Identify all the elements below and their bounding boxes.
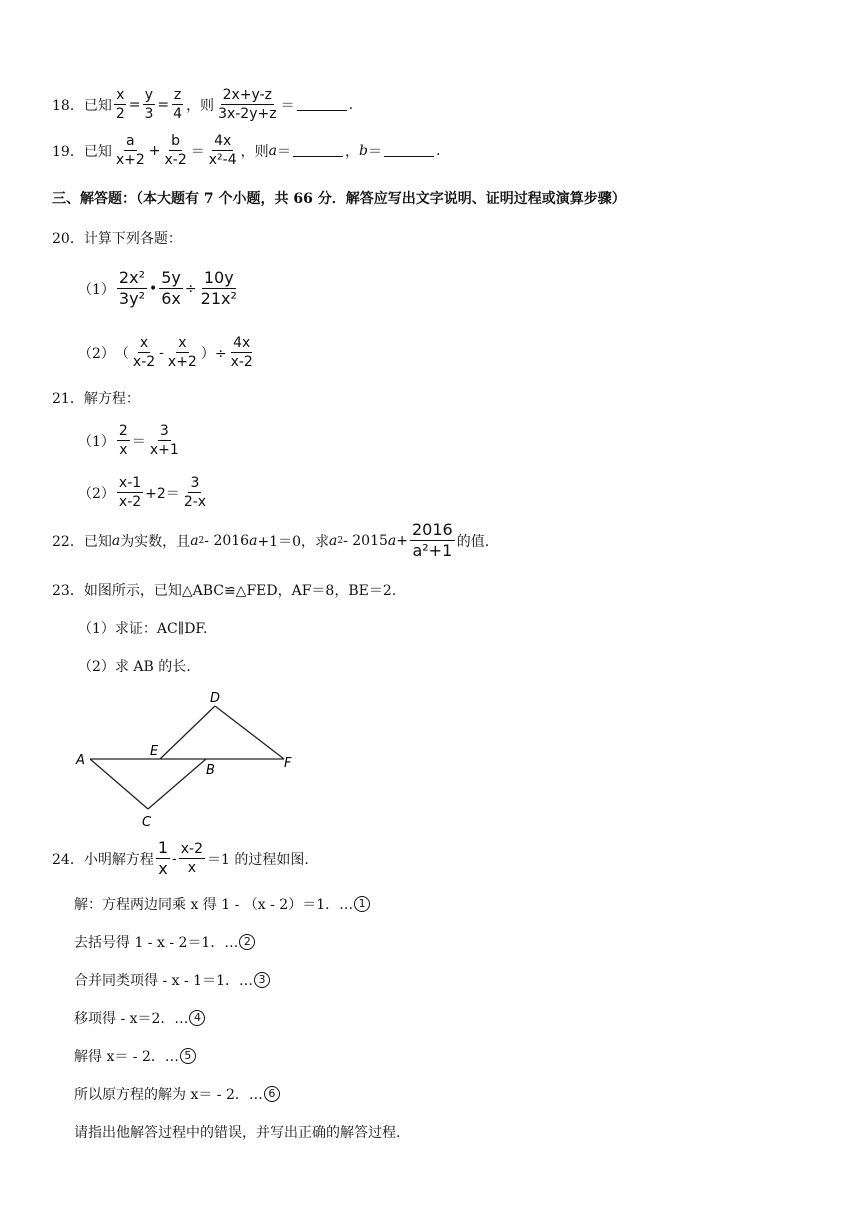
answer-blank[interactable] (297, 98, 347, 111)
fraction (117, 268, 147, 309)
numerator: 10y (203, 268, 234, 287)
q22-text: 为实数，且 (120, 533, 191, 550)
numerator: 4x (233, 335, 251, 351)
fraction (171, 86, 184, 123)
right-paren-divide: ）÷ (200, 345, 227, 362)
question-20-title: 20．计算下列各题： (52, 231, 182, 247)
fraction (117, 474, 143, 511)
minus-sign: - (159, 344, 164, 361)
variable-a: a (268, 142, 277, 159)
exponent: 2 (337, 535, 344, 546)
fraction (114, 86, 127, 123)
question-number: 22． (52, 533, 84, 550)
fraction (410, 520, 455, 561)
denominator: x (158, 859, 168, 878)
part-label: （1） (78, 433, 115, 450)
question-24-ask: 请指出他解答过程中的错误，并写出正确的解答过程. (74, 1125, 401, 1141)
question-23-part-2: （2）求 AB 的长. (78, 659, 191, 675)
answer-blank-b[interactable] (384, 144, 434, 157)
numerator: 2x+y-z (222, 87, 272, 103)
question-21-part-2 (78, 474, 210, 511)
question-number: 19． (52, 143, 84, 160)
fraction (163, 132, 189, 169)
numerator: 5y (161, 268, 181, 287)
left-paren: （ (114, 345, 129, 362)
label-e: E (150, 744, 159, 759)
numerator: 2016 (412, 520, 453, 539)
step-marker: 4 (189, 1010, 205, 1026)
denominator: 3x-2y+z (218, 106, 277, 122)
step-text: 解得 x＝ - 2．… (74, 1049, 179, 1065)
segment-df (215, 706, 284, 759)
denominator: x-2 (164, 152, 187, 168)
step-text: 解：方程两边同乘 x 得 1 - （x - 2）＝1．… (74, 897, 354, 913)
answer-blank-a[interactable] (293, 144, 343, 157)
fraction (166, 334, 199, 371)
fraction (131, 334, 157, 371)
variable-a: a (111, 532, 121, 549)
numerator: a (126, 133, 135, 149)
multiply-dot: • (148, 280, 158, 297)
denominator: x+1 (149, 442, 179, 458)
fraction (216, 86, 279, 123)
q22-text: +1＝0，求 (257, 533, 329, 550)
solution-step (74, 1008, 205, 1028)
step-marker: 1 (354, 896, 370, 912)
divide-sign: ÷ (184, 280, 197, 297)
numerator: x (139, 335, 149, 351)
fraction (114, 132, 147, 169)
question-23-part-1: （1）求证：AC∥DF. (78, 621, 208, 637)
equals-sign: = (157, 96, 170, 113)
numerator: b (171, 133, 181, 149)
label-a: A (76, 753, 85, 768)
numerator: x (116, 87, 125, 103)
equals-sign: ＝ (280, 97, 295, 114)
numerator: 4x (214, 133, 232, 149)
step-text: 移项得 - x＝2．… (74, 1011, 189, 1027)
triangle-figure (70, 684, 310, 830)
equals-sign: ＝ (131, 433, 146, 450)
label-d: D (210, 691, 221, 706)
part-label: （1） (78, 281, 115, 298)
plus-sign: + (148, 142, 161, 159)
period: . (435, 142, 441, 159)
numerator: 1 (157, 838, 169, 857)
question-20-part-1 (78, 268, 241, 309)
denominator: x-2 (118, 494, 142, 510)
denominator: 3 (144, 106, 154, 122)
step-marker: 2 (239, 934, 255, 950)
numerator: y (144, 87, 154, 103)
numerator: 2x² (118, 268, 145, 287)
denominator: x (119, 442, 128, 458)
question-18 (52, 86, 353, 123)
fraction (179, 840, 205, 877)
q18-prefix: 已知 (83, 97, 112, 114)
label-b: B (206, 763, 215, 778)
solution-step (74, 970, 270, 990)
step-text: 合并同类项得 - x - 1＝1．… (74, 973, 253, 989)
denominator: x+2 (115, 152, 145, 168)
q24-suffix: ＝1 的过程如图. (207, 851, 309, 868)
denominator: 2-x (183, 494, 207, 510)
question-23-title: 23．如图所示，已知△ABC≌△FED，AF＝8，BE＝2. (52, 583, 397, 599)
denominator: 21x² (200, 289, 237, 308)
variable-a: a (387, 532, 397, 549)
question-number: 24． (52, 851, 84, 868)
step-text: 去括号得 1 - x - 2＝1．… (74, 935, 239, 951)
fraction (159, 268, 183, 309)
q22-text: - 2015 (343, 532, 388, 549)
segment-cb (148, 759, 206, 809)
denominator: 6x (161, 289, 181, 308)
fraction (156, 838, 170, 879)
denominator: x²-4 (208, 152, 237, 168)
numerator: x (178, 335, 187, 351)
numerator: 2 (118, 423, 128, 439)
question-19 (52, 132, 440, 169)
exponent: 2 (198, 535, 205, 546)
plus-two-equals: +2＝ (145, 485, 180, 502)
denominator: 3y² (118, 289, 145, 308)
fraction (117, 422, 130, 459)
label-c: C (142, 815, 152, 830)
q19-mid: ，则 (240, 143, 269, 160)
variable-a: a (190, 532, 199, 549)
denominator: 2 (115, 106, 125, 122)
period: . (348, 96, 354, 113)
question-21-part-1 (78, 422, 183, 459)
solution-step (74, 1046, 196, 1066)
variable-a: a (249, 532, 258, 549)
solution-step (74, 894, 370, 914)
label-f: F (284, 756, 292, 771)
fraction (207, 132, 239, 169)
segment-ed (160, 706, 215, 759)
part-label: （2） (78, 345, 115, 362)
q22-text: 已知 (83, 533, 112, 550)
variable-a: a (329, 532, 338, 549)
numerator: x-2 (180, 841, 203, 857)
section-heading: 三、解答题：（本大题有 7 个小题，共 66 分．解答应写出文字说明、证明过程或演算步骤） (52, 191, 626, 207)
numerator: z (173, 87, 182, 103)
minus-sign: - (172, 850, 177, 867)
fraction (142, 86, 155, 123)
question-22 (52, 520, 489, 561)
question-20-part-2 (78, 334, 257, 371)
equals-sign: = (128, 96, 141, 113)
solution-step (74, 1084, 280, 1104)
fraction (229, 334, 255, 371)
step-text: 所以原方程的解为 x＝ - 2．… (74, 1087, 263, 1103)
question-21-title: 21．解方程： (52, 391, 140, 407)
denominator: x+2 (167, 354, 197, 370)
numerator: 3 (190, 475, 200, 491)
comma: ， (344, 143, 359, 160)
fraction (148, 422, 181, 459)
q22-text: - 2016 (204, 532, 250, 549)
solution-step (74, 932, 255, 952)
q19-prefix: 已知 (83, 143, 112, 160)
equals-sign: ＝ (276, 143, 291, 160)
denominator: a²+1 (412, 541, 453, 560)
part-label: （2） (78, 485, 115, 502)
q22-end: 的值. (456, 533, 490, 550)
numerator: 3 (159, 423, 169, 439)
q18-mid: ，则 (186, 97, 215, 114)
step-marker: 5 (180, 1048, 196, 1064)
denominator: 4 (173, 106, 183, 122)
variable-b: b (358, 142, 368, 159)
denominator: x-2 (230, 354, 253, 370)
denominator: x (187, 860, 197, 876)
q24-prefix: 小明解方程 (83, 851, 154, 868)
equals-sign: ＝ (190, 143, 205, 160)
equals-sign: ＝ (367, 143, 382, 160)
numerator: x-1 (118, 475, 142, 491)
question-number: 18． (52, 97, 84, 114)
step-marker: 6 (264, 1086, 280, 1102)
fraction (182, 474, 208, 511)
step-marker: 3 (254, 972, 270, 988)
segment-ac (90, 759, 148, 809)
plus-sign: + (396, 532, 408, 549)
question-24 (52, 838, 309, 879)
denominator: x-2 (132, 354, 156, 370)
fraction (199, 268, 239, 309)
